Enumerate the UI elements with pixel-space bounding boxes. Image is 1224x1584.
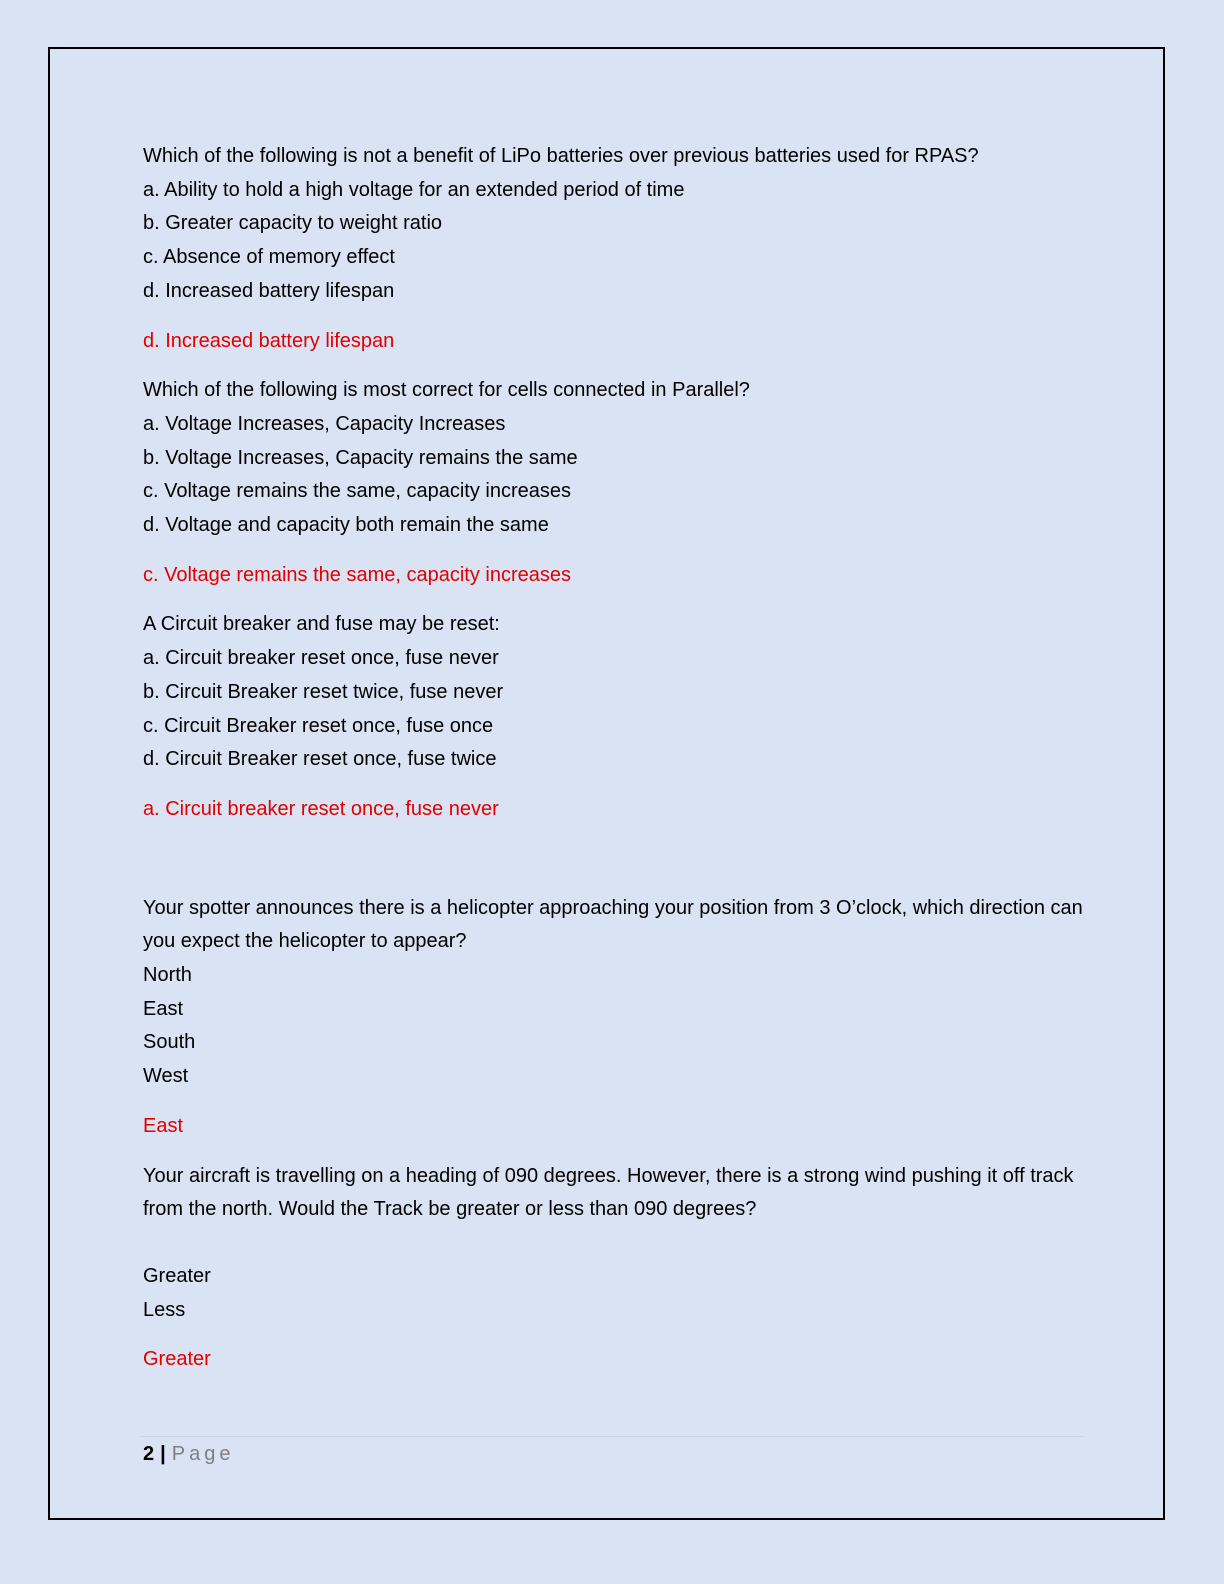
question-text: A Circuit breaker and fuse may be reset:	[143, 613, 500, 636]
page-label: Page	[171, 1443, 235, 1465]
answer-option: a. Voltage Increases, Capacity Increases	[143, 412, 506, 435]
answer-option: Greater	[143, 1264, 211, 1287]
question-block	[143, 892, 1083, 1144]
page-content	[143, 140, 1083, 1393]
answer-option: a. Ability to hold a high voltage for an extended period of time	[143, 178, 685, 201]
question-block	[143, 140, 1083, 358]
answer-option: East	[143, 997, 184, 1020]
answer-option: North	[143, 964, 192, 987]
footer-divider	[140, 1436, 1085, 1437]
correct-answer: d. Increased battery lifespan	[143, 329, 395, 352]
page-number: 2	[143, 1443, 155, 1465]
answer-option: d. Circuit Breaker reset once, fuse twice	[143, 748, 497, 771]
page-footer	[143, 1440, 234, 1468]
question-text: Your aircraft is travelling on a heading of 090 degrees. However, there is a strong wind pushing it off track from the north. Would the Track be greater or less than 090 degrees?	[143, 1164, 1074, 1221]
blank-space	[143, 1227, 1083, 1260]
question-text: Your spotter announces there is a helicopter approaching your position from 3 O’clock, which direction can you expect the helicopter to appear?	[143, 896, 1083, 953]
correct-answer: c. Voltage remains the same, capacity increases	[143, 563, 571, 586]
answer-option: b. Greater capacity to weight ratio	[143, 212, 443, 235]
correct-answer: East	[143, 1114, 184, 1137]
question-text: Which of the following is most correct for cells connected in Parallel?	[143, 379, 750, 402]
answer-option: a. Circuit breaker reset once, fuse never	[143, 647, 499, 670]
question-text: Which of the following is not a benefit of LiPo batteries over previous batteries used for RPAS?	[143, 145, 979, 167]
correct-answer: Greater	[143, 1348, 211, 1371]
correct-answer: a. Circuit breaker reset once, fuse never	[143, 797, 499, 820]
answer-option: b. Voltage Increases, Capacity remains the same	[143, 446, 578, 469]
answer-option: c. Voltage remains the same, capacity increases	[143, 480, 571, 503]
answer-option: Less	[143, 1298, 186, 1321]
answer-option: b. Circuit Breaker reset twice, fuse never	[143, 680, 504, 703]
answer-option: d. Voltage and capacity both remain the same	[143, 514, 549, 537]
question-block	[143, 374, 1083, 592]
answer-option: South	[143, 1031, 196, 1054]
question-block	[143, 1160, 1083, 1378]
question-block	[143, 608, 1083, 826]
answer-option: c. Circuit Breaker reset once, fuse once	[143, 714, 494, 737]
answer-option: West	[143, 1065, 189, 1088]
footer-separator: |	[160, 1443, 166, 1465]
answer-option: c. Absence of memory effect	[143, 246, 395, 269]
answer-option: d. Increased battery lifespan	[143, 279, 395, 302]
blank-space	[143, 843, 1083, 892]
